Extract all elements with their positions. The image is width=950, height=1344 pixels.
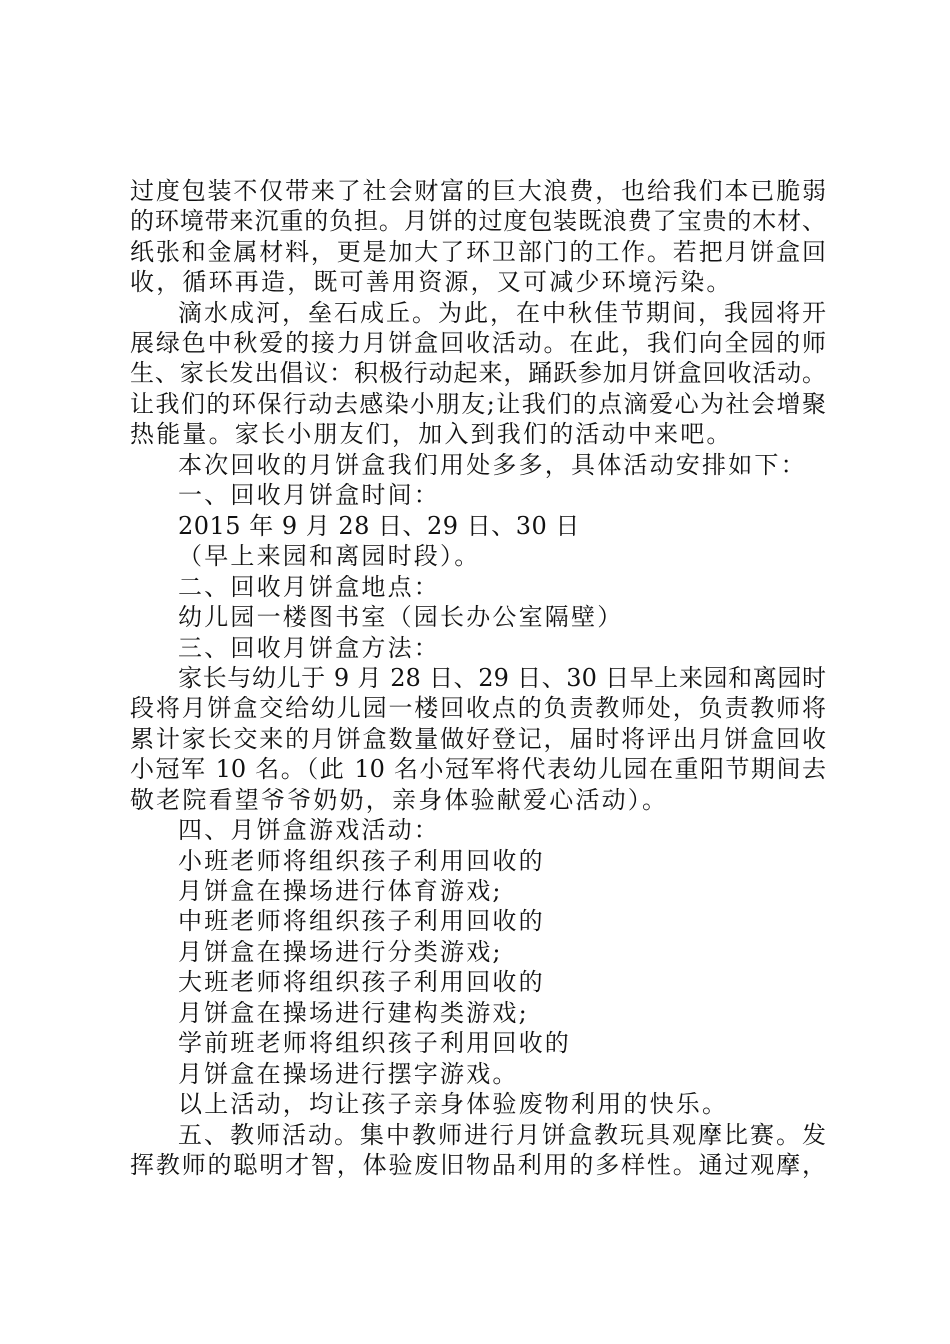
text-line: 展绿色中秋爱的接力月饼盒回收活动。在此，我们向全园的师 <box>130 329 826 357</box>
text-line: 段将月饼盒交给幼儿园一楼回收点的负责教师处，负责教师将 <box>130 694 826 722</box>
text-line: （早上来园和离园时段）。 <box>178 542 481 570</box>
text-line: 月饼盒在操场进行摆字游戏。 <box>178 1060 519 1088</box>
text-line: 收，循环再造，既可善用资源，又可减少环境污染。 <box>130 268 733 296</box>
text-line: 学前班老师将组织孩子利用回收的 <box>178 1029 571 1057</box>
text-line: 本次回收的月饼盒我们用处多多，具体活动安排如下： <box>178 451 807 479</box>
text-line: 月饼盒在操场进行分类游戏; <box>178 938 503 966</box>
text-line: 小冠军 10 名。（此 10 名小冠军将代表幼儿园在重阳节期间去 <box>130 755 826 783</box>
text-line: 纸张和金属材料，更是加大了环卫部门的工作。若把月饼盒回 <box>130 238 826 266</box>
section-heading: 二、回收月饼盒地点： <box>178 573 440 601</box>
section-heading: 三、回收月饼盒方法： <box>178 634 440 662</box>
text-line: 滴水成河，垒石成丘。为此，在中秋佳节期间，我园将开 <box>178 299 826 327</box>
text-line: 生、家长发出倡议：积极行动起来，踊跃参加月饼盒回收活动。 <box>130 359 826 387</box>
section-heading: 五、教师活动。集中教师进行月饼盒教玩具观摩比赛。发 <box>178 1121 826 1149</box>
text-line: 敬老院看望爷爷奶奶，亲身体验献爱心活动）。 <box>130 786 669 814</box>
section-heading: 一、回收月饼盒时间： <box>178 481 440 509</box>
text-line: 2015 年 9 月 28 日、29 日、30 日 <box>178 512 580 540</box>
text-line: 热能量。家长小朋友们，加入到我们的活动中来吧。 <box>130 420 733 448</box>
text-line: 让我们的环保行动去感染小朋友;让我们的点滴爱心为社会增聚 <box>130 390 826 418</box>
text-line: 幼儿园一楼图书室（园长办公室隔壁） <box>178 603 624 631</box>
text-line: 月饼盒在操场进行体育游戏; <box>178 877 503 905</box>
text-line: 中班老师将组织孩子利用回收的 <box>178 907 545 935</box>
text-line: 月饼盒在操场进行建构类游戏; <box>178 999 529 1027</box>
text-line: 小班老师将组织孩子利用回收的 <box>178 847 545 875</box>
section-heading: 四、月饼盒游戏活动： <box>178 816 440 844</box>
text-line: 家长与幼儿于 9 月 28 日、29 日、30 日早上来园和离园时 <box>178 664 826 692</box>
text-line: 累计家长交来的月饼盒数量做好登记，届时将评出月饼盒回收 <box>130 725 826 753</box>
text-line: 的环境带来沉重的负担。月饼的过度包装既浪费了宝贵的木材、 <box>130 207 826 235</box>
text-line: 大班老师将组织孩子利用回收的 <box>178 968 545 996</box>
text-line: 过度包装不仅带来了社会财富的巨大浪费，也给我们本已脆弱 <box>130 177 826 205</box>
text-line: 以上活动，均让孩子亲身体验废物利用的快乐。 <box>178 1090 729 1118</box>
text-line: 挥教师的聪明才智，体验废旧物品利用的多样性。通过观摩， <box>130 1151 826 1179</box>
